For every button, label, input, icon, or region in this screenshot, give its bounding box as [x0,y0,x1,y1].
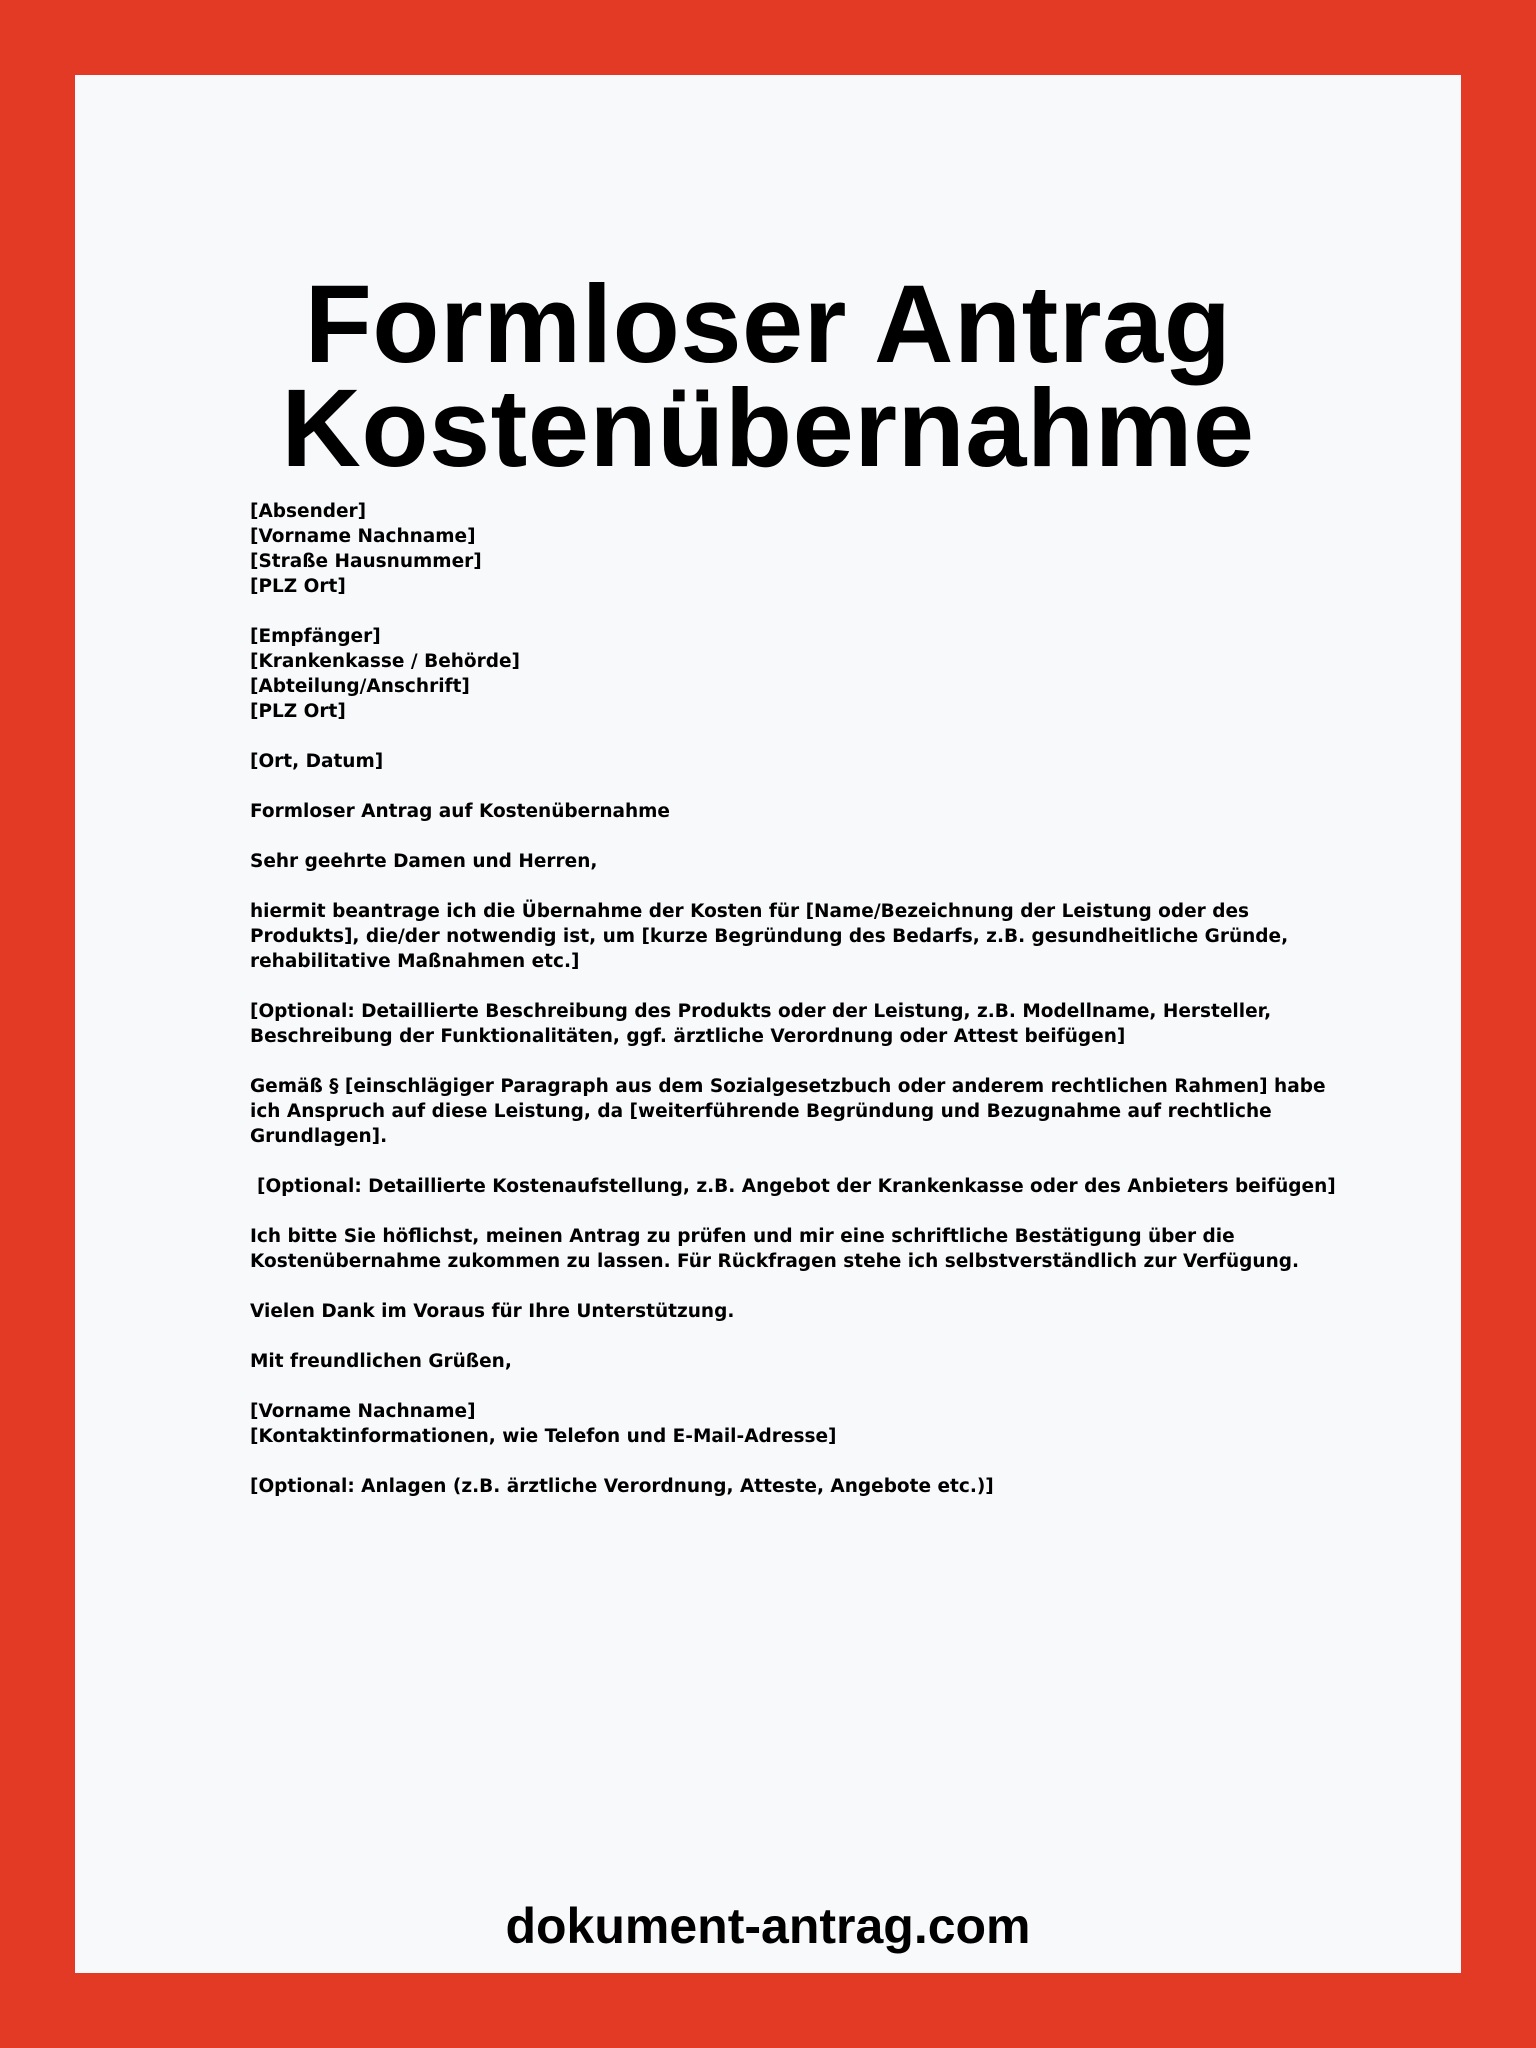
closing: Mit freundlichen Grüßen, [250,1351,512,1372]
recipient-block [250,624,1360,724]
document-sheet [75,75,1461,1973]
salutation: Sehr geehrte Damen und Herren, [250,851,598,872]
signature-contact: [Kontaktinformationen, wie Telefon und E-Mail-Adresse] [250,1426,837,1447]
title-line-1: Formloser Antrag [304,263,1232,386]
paragraph-description: [Optional: Detaillierte Beschreibung des Produkts oder der Leistung, z.B. Modellname, Hersteller, Beschreibung der Funktionalitäten, ggf. ärztliche Verordnung oder Attest beifügen] [250,1001,1272,1047]
sender-city: [PLZ Ort] [250,576,346,597]
sender-label: [Absender] [250,501,367,522]
recipient-department: [Abteilung/Anschrift] [250,676,470,697]
title-line-2: Kostenübernahme [281,367,1255,490]
attachments-note: [Optional: Anlagen (z.B. ärztliche Verordnung, Atteste, Angebote etc.)] [250,1476,994,1497]
paragraph-thanks: Vielen Dank im Voraus für Ihre Unterstützung. [250,1301,735,1322]
place-date: [Ort, Datum] [250,751,384,772]
recipient-city: [PLZ Ort] [250,701,346,722]
sender-block [250,499,1360,599]
recipient-label: [Empfänger] [250,626,381,647]
recipient-name: [Krankenkasse / Behörde] [250,651,520,672]
document-title [75,263,1461,490]
signature-block [250,1399,1360,1449]
sender-street: [Straße Hausnummer] [250,551,482,572]
paragraph-confirmation-request: Ich bitte Sie höflichst, meinen Antrag zu prüfen und mir eine schriftliche Bestätigung über die Kostenübernahme zukommen zu lassen. Für Rückfragen stehe ich selbstverständlich zur Verfügung. [250,1226,1300,1272]
paragraph-legal-basis: Gemäß § [einschlägiger Paragraph aus dem Sozialgesetzbuch oder anderem rechtlichen Rahmen] habe ich Anspruch auf diese Leistung, da [weiterführende Begründung und Bezugnahme auf rechtliche Grundlagen]. [250,1076,1326,1147]
paragraph-cost-breakdown: [Optional: Detaillierte Kostenaufstellung, z.B. Angebot der Krankenkasse oder des Anbieters beifügen] [257,1176,1336,1197]
paragraph-request: hiermit beantrage ich die Übernahme der Kosten für [Name/Bezeichnung der Leistung oder des Produkts], die/der notwendig ist, um [kurze Begründung des Bedarfs, z.B. gesundheitliche Gründe, rehabilitative Maßnahmen etc.] [250,901,1289,972]
signature-name: [Vorname Nachname] [250,1401,476,1422]
footer-website: dokument-antrag.com [505,1898,1031,1954]
sender-name: [Vorname Nachname] [250,526,476,547]
subject-line: Formloser Antrag auf Kostenübernahme [250,801,670,822]
letter-body [250,499,1360,1524]
